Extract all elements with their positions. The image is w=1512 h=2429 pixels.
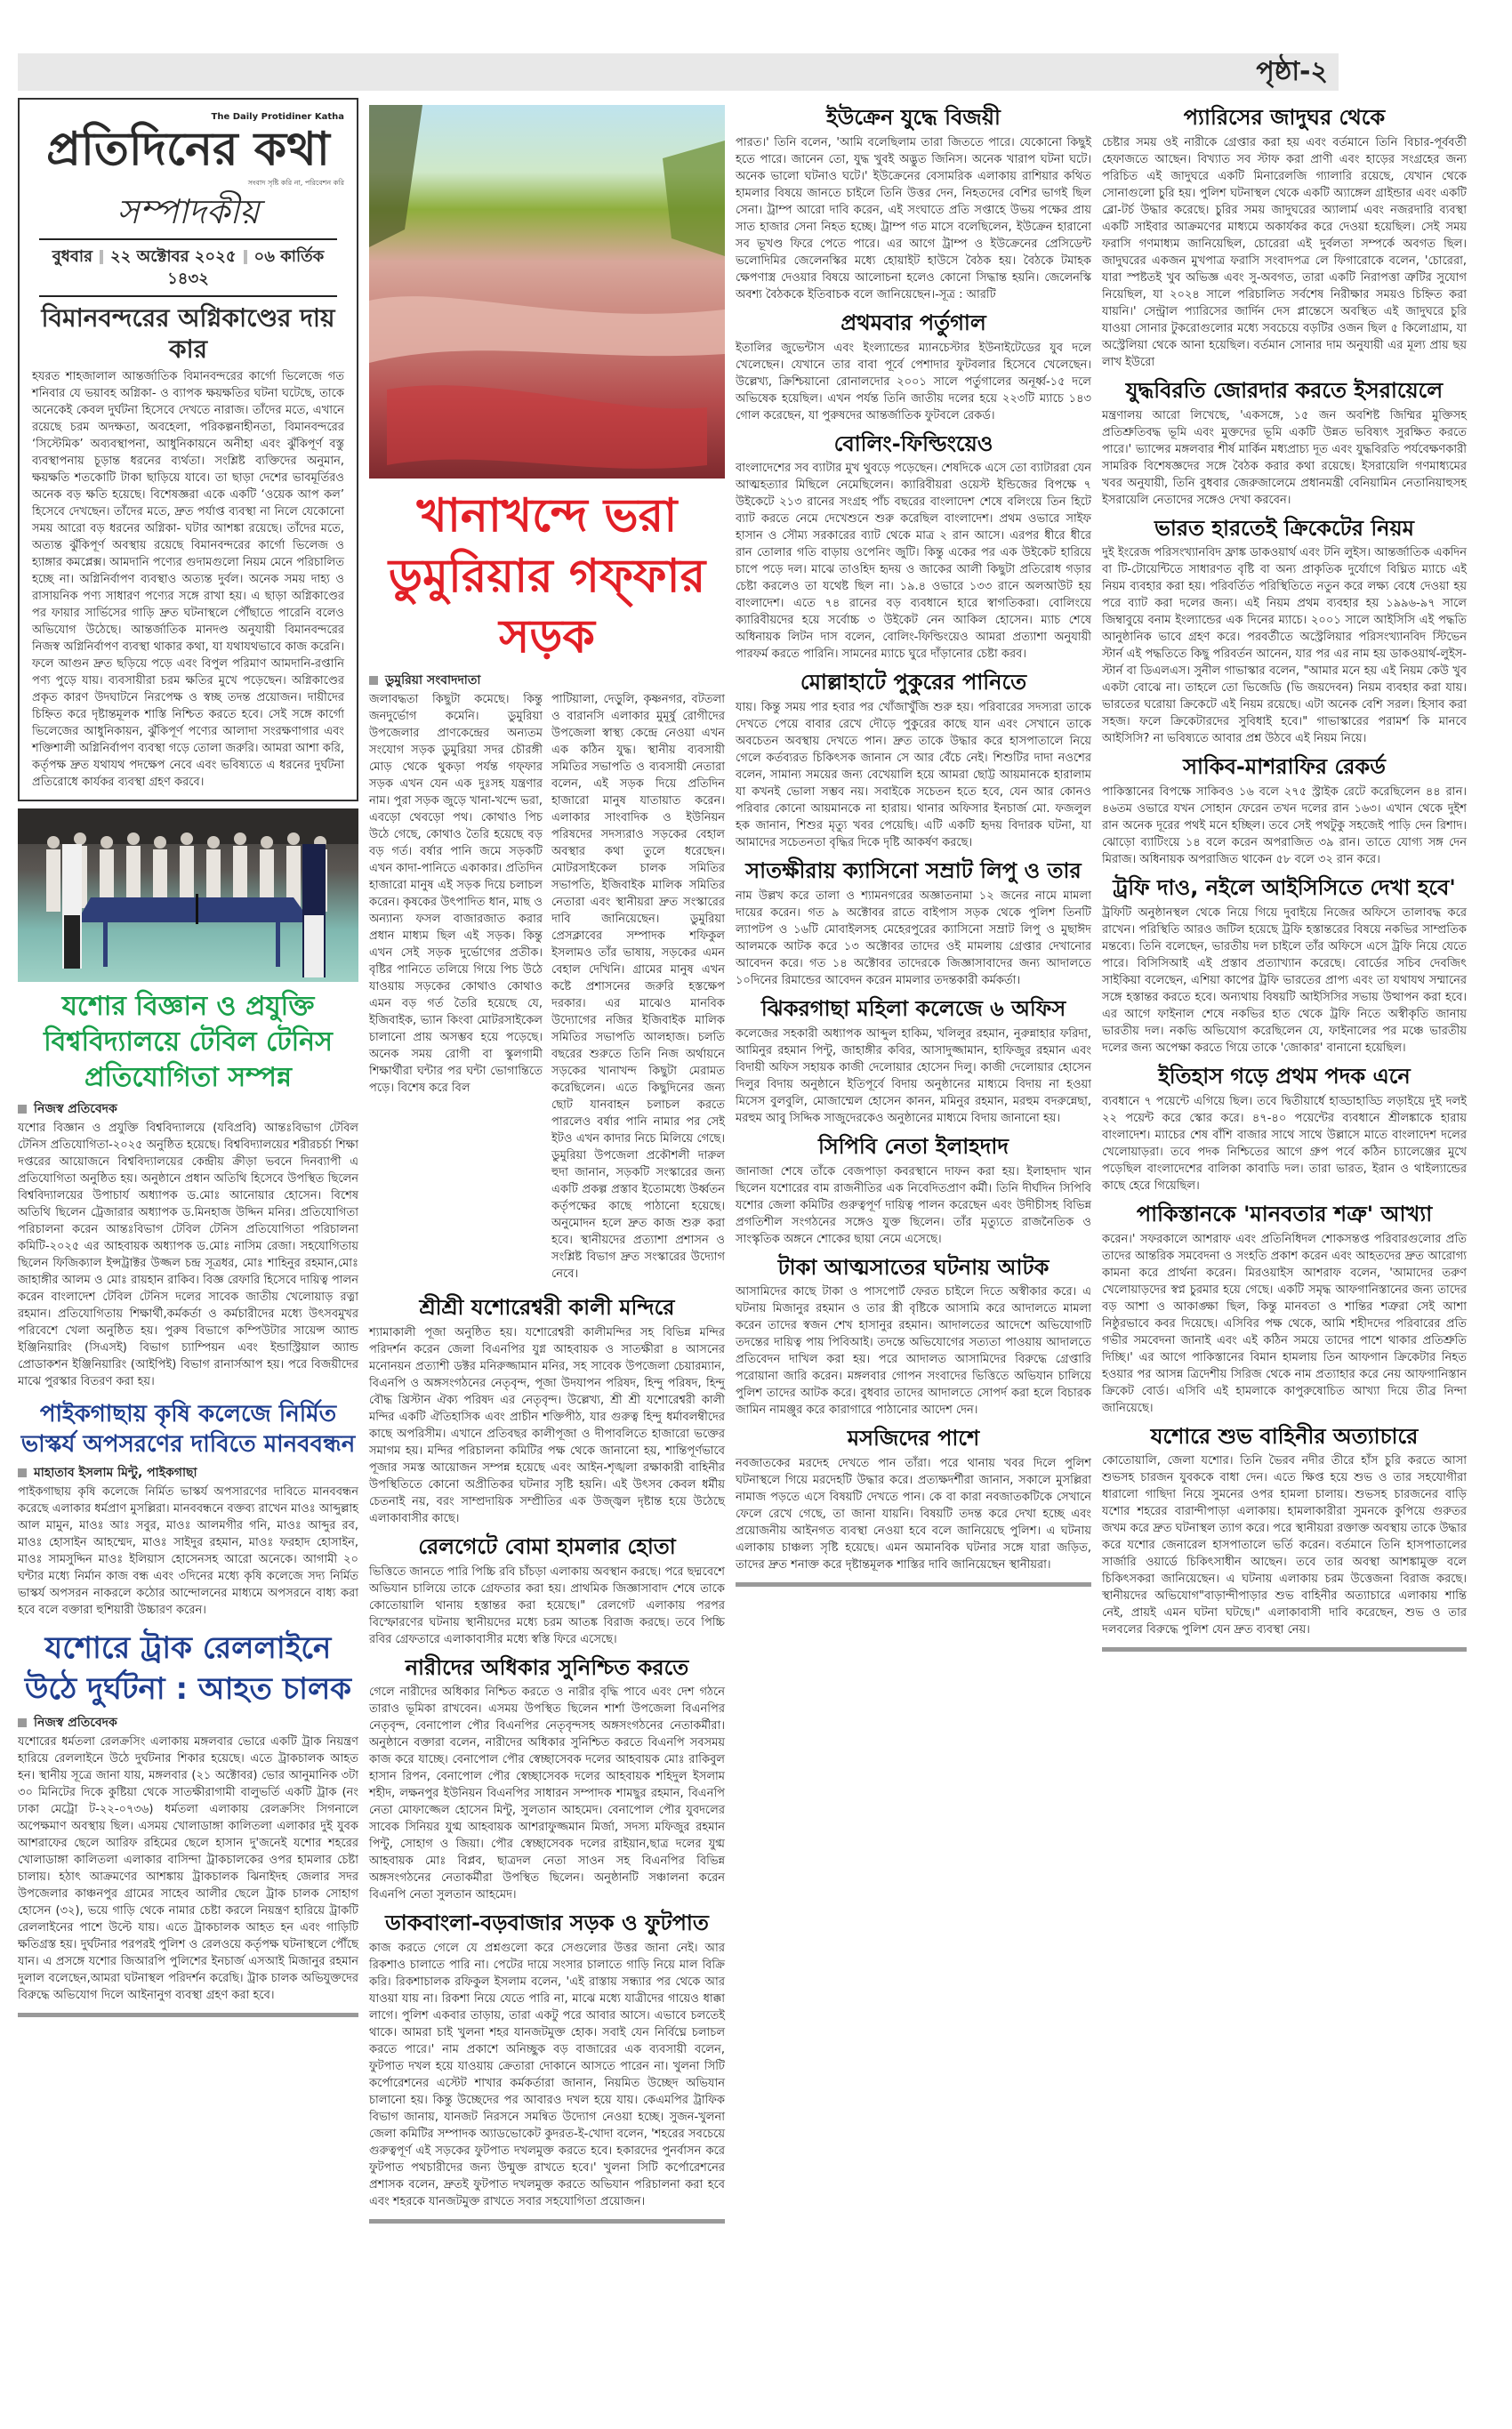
kali-headline: শ্রীশ্রী যশোরেশ্বরী কালী মন্দিরে: [419, 1295, 675, 1320]
shuvo-headline: যশোরে শুভ বাহিনীর অত্যাচারে: [1150, 1423, 1419, 1449]
article-body: পাইকগাছায় কৃষি কলেজে নির্মিত ভাস্কর্য অপসারণের দাবিতে মানববন্ধন করেছে এলাকার ধর্মপ্রাণ মুসল্লিরা। মানববন্ধনে বক্তব্য রাখেন মাওঃ আব্দুল্লাহ আল মামুন, মাওঃ আঃ সবুর, মাওঃ আলমগীর গনি, মাওঃ আব্দুর রব, মাওঃ হোসাইন আহম্মেদ, মাওঃ সাইদুর রহমান, মাওঃ ফরহাদ হোসাইন, মাওঃ সামসুদ্দিন মাওঃ ইলিয়াস হোসেনসহ আরো অনেকে। আগামী ২০ ঘন্টার মধ্যে নির্মান কাজ বন্ধ এবং ৩দিনের মধ্যে কৃষি কলেজে সদ্য নির্মিত ভাস্কর্য অপসরন নাকরলে কঠোর আন্দোলনের মাধ্যমে অপসরনে বাধ্য করা হবে বলে বক্তারা হুশিয়ারী উচ্চারণ করেন।: [18, 1485, 358, 1618]
article-body: ভিত্তিতে জানতে পারি পিচ্চি রবি চাঁচড়া এলাকায় অবস্থান করছে। পরে ছদ্মবেশে অভিযান চালিয়ে তাকে গ্রেফতার করা হয়। প্রাথমিক জিজ্ঞাসাবাদ শেষে তাকে কোতোয়ালি থানায় হস্তান্তর করা হয়েছে।" রেলগেট এলাকায় পরপর বিস্ফোরণের ঘটনায় স্থানীয়দের মধ্যে চরম আতঙ্ক বিরাজ করছে। তবে পিচ্চি রবির গ্রেফতারে এলাকাবাসীর মধ্যে স্বস্তি ফিরে এসেছে।: [369, 1564, 725, 1646]
paikgachha-article: [18, 1399, 358, 1619]
ukraine-article: [736, 105, 1091, 303]
article-body: নবজাতকের মরদেহ দেখতে পান তাঁরা। পরে থানায় খবর দিলে পুলিশ ঘটনাস্থলে গিয়ে মরদেহটি উদ্ধার করে। প্রত্যক্ষদর্শীরা জানান, সকালে মুসল্লিরা নামাজ পড়তে এসে বিষয়টি দেখতে পান। কে বা কারা নবজাতকটিকে সেখানে ফেলে রেখে গেছে, তা জানা যায়নি। বিষয়টি তদন্ত করে দেখা হচ্ছে এবং প্রয়োজনীয় আইনগত ব্যবস্থা নেওয়া হবে বলে জানিয়েছে পুলিশ। এ ঘটনায় এলাকায় চাঞ্চল্য সৃষ্টি হয়েছে। এমন অমানবিক ঘটনার সঙ্গে যারা জড়িত, তাদের দ্রুত শনাক্ত করে দৃষ্টান্তমূলক শাস্তির দাবি জানিয়েছেন স্থানীয়রা।: [736, 1457, 1091, 1572]
dls-headline: ভারত হারতেই ক্রিকেটের নিয়ম: [1154, 515, 1414, 541]
pakistan-article: [1102, 1202, 1467, 1417]
pakistan-headline: পাকিস্তানকে 'মানবতার শত্রু' আখ্যা: [1136, 1201, 1433, 1227]
road-photo: [369, 105, 725, 479]
bottom-rule: [18, 2013, 358, 2017]
masthead-english-name: The Daily Protidiner Katha: [211, 112, 344, 122]
dakbangla-article: [369, 1910, 725, 2210]
dateline: [32, 245, 344, 290]
article-body: জলাবদ্ধতা কিছুটা কমেছে। কিন্তু জনদুর্ভোগ কমেনি। ডুমুরিয়া উপজেলার প্রাণকেন্দ্রের অন্যতম সংযোগ সড়ক ডুমুরিয়া সদর চৌরঙ্গী মোড় থেকে থুকড়া পর্যন্ত গফ্ফার সড়ক এখন যেন এক দুঃসহ যন্ত্রণার নাম। পুরা সড়ক জুড়ে খানা-খন্দে ভরা, এবড়ো থেবড়ো পথ। কোথাও পিচ উঠে গেছে, কোথাও তৈরি হয়েছে বড় বড় গর্ত। বর্ষার পানি জমে সড়কটি এখন কাদা-পানিতে একাকার। প্রতিদিন হাজারো মানুষ এই সড়ক দিয়ে চলাচল করেন। কৃষকের উৎপাদিত ধান, মাছ ও অন্যান্য ফসল বাজারজাত করার প্রধান মাধ্যম ছিল এই সড়ক। কিন্তু এখন সেই সড়ক দুর্ভোগের প্রতীক। বৃষ্টির পানিতে তলিয়ে গিয়ে পিচ উঠে যাওয়ায় সড়কের কোথাও কোথাও এমন বড় গর্ত তৈরি হয়েছে যে, ইজিবাইক, ভ্যান কিংবা মোটরসাইকেল চালানো প্রায় অসম্ভব হয়ে পড়েছে। অনেক সময় রোগী বা স্কুলগামী শিক্ষার্থীরা ঘন্টার পর ঘন্টা ভোগান্তিতে পড়ে। বিশেষ করে বিল: [369, 693, 543, 1095]
article-body: গেলে নারীদের অধিকার নিশ্চিত করতে ও নারীর বৃদ্ধি পাবে এবং দেশ গঠনে তারাও ভূমিকা রাখবেন। এসময় উপস্থিত ছিলেন শার্শা উপজেলা বিএনপির নেতৃবৃন্দ, বেনাপোল পৌর বিএনপির নেতৃবৃন্দসহ অঙ্গসংগঠনের নেতাকর্মীরা। অনুষ্ঠানে বক্তারা বলেন, নারীদের অধিকার সুনিশ্চিত করতে বিএনপি সবসময় কাজ করে যাচ্ছে। বেনাপোল পৌর স্বেচ্ছাসেবক দলের আহবায়ক মোঃ রাকিবুল হাসান রিপন, বেনাপোল পৌর স্বেচ্ছাসেবক দলের আহবায়ক শহিদুল ইসলাম শহীদ, লক্ষনপুর ইউনিয়ন বিএনপির সাধারন সম্পাদক শামছুর রহমান, বিএনপি নেতা মোফাজ্জেল হোসেন মিন্টু, সুলতান আহমেদ। বেনাপোল পৌর যুবদলের সাবেক সিনিয়র যুগ্ম আহবায়ক আশরাফুজ্জমান মির্জা, সদস্য মফিজুর রহমান পিন্টু, সোহাগ ও জিয়া। পৌর স্বেচ্ছাসেবক দলের রাইয়ান,ছাত্র দলের যুগ্ম আহবায়ক মোঃ বিপ্লব, ছাত্রদল নেতা সাওন সহ বিএনপির বিভিন্ন অঙ্গসংগঠনের নেতাকর্মীরা উপস্থিত ছিলেন। অনুষ্ঠানটি সঞ্চালনা করেন বিএনপি নেতা সুলতান আহমেদ।: [369, 1685, 725, 1902]
masthead-slogan: সংবাদ সৃষ্টি করি না, পরিবেশন করি: [247, 178, 344, 187]
portugal-article: [736, 310, 1091, 424]
shakib-article: [1102, 754, 1467, 868]
embezzle-headline: টাকা আত্মসাতের ঘটনায় আটক: [777, 1254, 1050, 1280]
column-center-left: [369, 98, 725, 2224]
mosque-headline: মসজিদের পাশে: [847, 1426, 980, 1452]
dumuria-article-left: [369, 691, 543, 1288]
separator: [244, 250, 247, 264]
kali-article: [369, 1295, 725, 1527]
shuvo-article: [1102, 1424, 1467, 1639]
bottom-rule: [369, 2219, 725, 2224]
article-body: যশোরের ধর্মতলা রেলক্রসিং এলাকায় মঙ্গলবার ভোরে একটি ট্রাক নিয়ন্ত্রণ হারিয়ে রেললাইনে উঠে দুর্ঘটনার শিকার হয়েছে। এতে ট্রাকচালক আহত হন। স্থানীয় সূত্রে জানা যায়, মঙ্গলবার (২১ অক্টোবর) ভোর আনুমানিক ৩টা ৩০ মিনিটের দিকে কুষ্টিয়া থেকে সাতক্ষীরাগামী বালুভর্তি একটি ট্রাক (নং ঢাকা মেট্রো ট-২২-০৭৩৬) ধর্মতলা এলাকায় রেলক্রসিং সিগনালে অপেক্ষমাণ অবস্থায় ছিল। এসময় খোলাডাঙ্গা কালিতলা এলাকার দুই যুবক আশরাফের ছেলে আরিফ রহিমের ছেলে হাসান দু'জনেই যশোর শহরের খোলাডাঙ্গা কালিতলা এলাকার বাসিন্দা ট্রাকচালকের ওপর হামলার চেষ্টা চালায়। হঠাৎ আক্রমণের আশঙ্কায় ট্রাকচালক ঝিনাইদহ জেলার সদর উপজেলার কাঞ্চনপুর গ্রামের সাহেব আলীর ছেলে ট্রাক চালক সোহাগ হোসেন (৩২), ভয়ে গাড়ি থেকে নামার চেষ্টা করলে নিয়ন্ত্রণ হারিয়ে ট্রাকটি রেললাইনের পাশে উল্টে যায়। এতে ট্রাকচালক আহত হন এবং গাড়িটি ক্ষতিগ্রস্ত হয়। দুর্ঘটনার পরপরই পুলিশ ও রেলওয়ে কর্তৃপক্ষ ঘটনাস্থলে পৌঁছে যান। এ প্রসঙ্গে যশোর জিআরপি পুলিশের ইনচার্জ এসআই মিজানুর রহমান দুলাল বলেছেন,আমরা ঘটনাস্থল পরিদর্শন করেছি। ট্রাক চালক অভিযুক্তদের বিরুদ্ধে অভিযোগ দিলে আইনানুগ ব্যবস্থা গ্রহণ করা হবে।: [18, 1735, 358, 2003]
divider: [39, 295, 337, 297]
kabaddi-article: [1102, 1064, 1467, 1194]
article-body: আসামিদের কাছে টাকা ও পাসপোর্ট ফেরত চাইলে দিতে অস্বীকার করে। এ ঘটনায় মিজানুর রহমান ও তার স্ত্রী বৃষ্টিকে আসামি করে আদালতে মামলা করেন তাদের স্বজন শেখ হাসানুর রহমান। আদালতের আদেশে অভিযোগটি তদন্তের দায়িত্ব পায় পিবিআই। তদন্তে অভিযোগের সত্যতা পাওয়ায় আদালতে প্রতিবেদন দাখিল করা হয়। পরে আদালত আসামিদের বিরুদ্ধে গ্রেপ্তারি পরোয়ানা জারি করেন। মঙ্গলবার গোপন সংবাদের ভিত্তিতে অভিযান চালিয়ে পুলিশ তাদের আটক করে। বুধবার তাদের আদালতে সোপর্দ করা হলে বিচারক জামিন নামঞ্জুর করে কারাগারে পাঠানোর আদেশ দেন।: [736, 1285, 1091, 1418]
pond-article: [736, 670, 1091, 851]
bowling-headline: বোলিং-ফিল্ডিংয়েও: [833, 430, 993, 456]
paris-headline: প্যারিসের জাদুঘর থেকে: [1183, 105, 1386, 130]
women-rights-headline: নারীদের অধিকার সুনিশ্চিত করতে: [405, 1654, 689, 1680]
trophy-article: [1102, 875, 1467, 1057]
truck-headline: যশোরে ট্রাক রেললাইনে উঠে দুর্ঘটনা : আহত চালক: [24, 1630, 352, 1708]
article-body: দুই ইংরেজ পরিসংখ্যানবিদ ফ্রাঙ্ক ডাকওয়ার্থ এবং টনি লুইস। আন্তর্জাতিক একদিন বা টি-টোয়েন্টিতে সাধারণত বৃষ্টি বা অন্য প্রাকৃতিক দুর্যোগে বিঘ্নিত ম্যাচে এই নিয়ম ব্যবহার করা হয়। পরিবর্তিত পরিস্থিতিতে নতুন করে লক্ষ্য বেধে দেওয়া হয় পরে ব্যাট করা দলের জন্য। এই নিয়ম প্রথম ব্যবহার হয় ১৯৯৬-৯৭ সালে জিম্বাবুয়ে বনাম ইংল্যান্ডের এক দিনের ম্যাচে। ২০০১ সালে আইসিসি এই পদ্ধতি আনুষ্ঠানিক ভাবে গ্রহণ করে। পরবর্তীতে অস্ট্রেলিয়ার পরিসংখ্যানবিদ স্টিভেন স্টার্ন এই পদ্ধতিতে কিছু পরিবর্তন আনেন, যার পর এর নাম হয় ডাকওয়ার্থ-লুইস-স্টার্ন বা ডিএলএস। সুনীল গাভাস্কার বলেন, "আমার মনে হয় এই নিয়ম কেউ খুব একটা বোঝে না। তাহলে তো ভিজেডি (ভি জয়দেবন) নিয়ম ব্যবহার করা যায়। ভারতের ঘরোয়া ক্রিকেটে এই নিয়ম রয়েছে। এটা অনেক বেশি সরল। হিসাব করা সহজ। ফলে ক্রিকেটারদের সুবিধাই হবে।" গাভাস্কারের পরামর্শ কি মানবে আইসিসি? না ভবিষ্যতে আবার প্রশ্ন উঠবে এই নিয়ম নিয়ে।: [1102, 546, 1467, 746]
column-right: [1102, 98, 1467, 1652]
article-body: জানাজা শেষে তাঁকে বেজপাড়া কবরস্থানে দাফন করা হয়। ইলাহদাদ খান ছিলেন যশোরের বাম রাজনীতির এক নিবেদিতপ্রাণ কর্মী। তিনি দীর্ঘদিন সিপিবি যশোর জেলা কমিটির গুরুত্বপূর্ণ দায়িত্ব পালন করেছেন এবং উদীচীসহ বিভিন্ন প্রগতিশীল সংগঠনের সঙ্গেও যুক্ত ছিলেন। তাঁর মৃত্যুতে রাজনৈতিক ও সাংস্কৃতিক অঙ্গনে শোকের ছায়া নেমে এসেছে।: [736, 1164, 1091, 1246]
casino-article: [736, 858, 1091, 989]
article-body: কলেজের সহকারী অধ্যাপক আব্দুল হাকিম, খলিলুর রহমান, নুরুন্নাহার ফরিদা, আমিনুর রহমান পিন্টু, জাহাঙ্গীর কবির, আসাদুজ্জামান, হাফিজুর রহমান এবং বিদায়ী অফিস সহায়ক কাজী দেলোয়ার হোসেন দিলু। কাজী দেলোয়ার হোসেন দিলুর বিদায় অনুষ্ঠানে ইতিপূর্বে বিদায় অনুষ্ঠানের মাধ্যমে বিদায় না হওয়া মিসেস বুলবুলি, মোজাম্মেল হোসেন কানন, মমিনুর রহমান, মরহুম বদরুন্নেছা, মরহুম আবু সিদ্দিক সাজুদেরকেও অনুষ্ঠানের মাধ্যমে বিদায় জানানো হয়।: [736, 1026, 1091, 1125]
embezzle-article: [736, 1255, 1091, 1420]
cpb-headline: সিপিবি নেতা ইলাহদাদ: [818, 1133, 1009, 1159]
article-body: মন্ত্রণালয় আরো লিখেছে, 'একসঙ্গে, ১৫ জন অবশিষ্ট জিম্মির মুক্তিসহ প্রতিশ্রুতিবদ্ধ ভূমি এবং মুক্তদের ভূমি একটি উন্নত ভবিষ্যৎ সুরক্ষিত করতে পারে।' ভ্যান্সের মঙ্গলবার শীর্ষ মার্কিন মধ্যপ্রাচ্য দূত এবং যুদ্ধবিরতি পর্যবেক্ষণকারী সামরিক বিশেষজ্ঞদের সঙ্গে বৈঠক করার কথা রয়েছে। ইসরায়েলি গণমাধ্যমের খবর অনুযায়ী, তিনি বুধবার জেরুজালেমে প্রধানমন্ত্রী বেনিয়ামিন নেতানিয়াহুসহ ইসরায়েলি নেতাদের সঙ্গেও দেখা করবেন।: [1102, 408, 1467, 507]
jhikargachha-headline: ঝিকরগাছা মহিলা কলেজে ৬ অফিস: [760, 995, 1066, 1021]
article-body: চেষ্টার সময় ওই নারীকে গ্রেপ্তার করা হয় এবং বর্তমানে তিনি বিচার-পূর্ববর্তী হেফাজতে আছেন। বিখ্যাত সব স্টাফ করা প্রাণী এবং হাড়ের সংগ্রহের জন্য পরিচিত এই জাদুঘরে একটি মিনারেলজি গ্যালারি রয়েছে, যেখান থেকে সোনাগুলো চুরি হয়। পুলিশ ঘটনাস্থল থেকে একটি অ্যাঙ্গেল গ্রাইন্ডার এবং একটি ব্লো-টর্চ উদ্ধার করেছে। চুরির সময় জাদুঘরের অ্যালার্ম এবং নজরদারি ব্যবস্থা একটি সাইবার আক্রমণের মাধ্যমে অকার্যকর করে দেওয়া হয়েছিল। সেই সময় ফরাসি গণমাধ্যম জানিয়েছিল, চোরেরা এই দুর্বলতা সম্পর্কে অবগত ছিল। জাদুঘরের একজন মুখপাত্র ফরাসি সংবাদপত্র লে ফিগারোকে বলেন, 'চোরেরা, যারা স্পষ্টতই খুব অভিজ্ঞ এবং সু-অবগত, তারা একটি নিরাপত্তা ত্রুটির সুযোগ নিয়েছিল, যা ২০২৪ সালে পরিচালিত সর্বশেষ নিরীক্ষার সময়ও চিহ্নিত করা যায়নি।' সেন্ট্রাল প্যারিসের জার্দিন দেস প্লান্তেসে অবস্থিত এই জাদুঘরে চুরি যাওয়া সোনার টুকরোগুলোর মধ্যে সবচেয়ে বড়টির ওজন ছিল ৫ কিলোগ্রাম, যা অস্ট্রেলিয়া থেকে আনা হয়েছিল। বর্তমান সোনার দাম অনুযায়ী এর মূল্য প্রায় ছয় লাখ ইউরো: [1102, 135, 1467, 369]
byline: মাহাতাব ইসলাম মিন্টু, পাইকগাছা: [18, 1465, 358, 1482]
masthead-logo: প্রতিদিনের কথা: [46, 122, 330, 176]
article-body: ব্যবধানে ৭ পয়েন্টে এগিয়ে ছিল। তবে দ্বিতীয়ার্ধে হাড্ডাহাড্ডি লড়াইয়ে দুই দলই ২২ পয়েন্ট করে স্কোর করে। ৪৭-৪০ পয়েন্টের ব্যবধানে শ্রীলঙ্কাকে হারায় বাংলাদেশ। ম্যাচের শেষ বাঁশি বাজার সাথে সাথে উল্লাসে মাতে বাংলাদেশ দলের খেলোয়াড়রা। তবে পদক নিশ্চিতের আগে গ্রুপ পর্বে কঠিন চ্যালেঞ্জের মুখে পড়েছিল বাংলাদেশের বালিকা কাবাডি দল। তারা ভারত, ইরান ও থাইল্যান্ডের কাছে হেরে গিয়েছিল।: [1102, 1094, 1467, 1193]
jhikargachha-article: [736, 996, 1091, 1127]
trophy-headline: ট্রফি দাও, নইলে আইসিসিতে দেখা হবে': [1113, 875, 1456, 901]
article-body: ট্রফিটি অনুষ্ঠানস্থল থেকে নিয়ে গিয়ে দুবাইয়ে নিজের অফিসে তালাবদ্ধ করে রাখেন। পরিস্থিতি আরও জটিল হয়েছে ট্রফি হস্তান্তরের বিষয়ে নকভির সাম্প্রতিক মন্তব্যে। তিনি বলেছেন, ভারতীয় দল চাইলে তাঁর অফিসে এসে ট্রফি নিয়ে যেতে পারে। বিসিসিআই এই প্রস্তাব প্রত্যাখ্যান করেছে। বোর্ডের সচিব দেবজিৎ সাইকিয়া বলেছেন, এশিয়া কাপের ট্রফি ভারতের প্রাপ্য এবং তা যথাযথ সম্মানের সঙ্গে হস্তান্তর করতে হবে। অন্যথায় বিষয়টি আইসিসির সভায় উত্থাপন করা হবে। এর আগে ফাইনাল শেষে নকভির হাত থেকে ট্রফি নিতে অস্বীকৃতি জানায় ভারতীয় দল। নকভি অভিযোগ করেছিলেন যে, ফাইনালের পর মঞ্চে ভারতীয় দলের জন্য অপেক্ষা করতে গিয়ে তাকে 'জোকার' বানানো হয়েছিল।: [1102, 905, 1467, 1055]
section-title: সম্পাদকীয়: [117, 191, 260, 231]
truck-article: [18, 1715, 358, 2004]
paikgachha-headline: পাইকগাছায় কৃষি কলেজে নির্মিত ভাস্কর্য অপসরণের দাবিতে মানববন্ধন: [20, 1401, 356, 1459]
mosque-article: [736, 1426, 1091, 1573]
dls-article: [1102, 516, 1467, 748]
article-body: যায়। কিন্তু সময় পার হবার পর খোঁজাখুঁজি শুরু হয়। পরিবারের সদস্যরা তাকে দেখতে পেয়ে বাবার রেখে দৌড়ে পুকুরের কাছে যান এবং সেখানে তাকে অবচেতন অবস্থায় দেখতে পান। দ্রুত তাকে উদ্ধার করে হাসপাতালে নিয়ে গেলে কর্তব্যরত চিকিৎসক জানান সে আর বেঁচে নেই। শিশুটির দাদা নওশের বলেন, সামান্য সময়ের জন্য বেখেয়ালি হয়ে আমরা ছোট্ট আয়মানকে হারালাম যা কখনই ভোলা সম্ভব নয়। সবাইকে সচেতন হতে হবে, যেন আর কোনও পরিবার কোনো আয়মানকে না হারায়। থানার অফিসার ইনচার্জ মো. ফজলুল হক জানান, শিশুর মৃত্যু খবর পেয়েছি। এটি একটি হৃদয় বিদারক ঘটনা, যা আমাদের সচেতনতা বৃদ্ধির দিকে দৃষ্টি আকর্ষণ করছে।: [736, 701, 1091, 850]
day: বুধবার: [52, 247, 92, 267]
page-number: পৃষ্ঠা-২: [1256, 56, 1328, 87]
israel-article: [1102, 378, 1467, 509]
page-columns: [18, 98, 1468, 2224]
ukraine-headline: ইউক্রেন যুদ্ধে বিজয়ী: [826, 105, 1001, 130]
editorial-box: [18, 98, 358, 801]
separator: [100, 250, 103, 264]
column-center-right: [736, 98, 1091, 1587]
dakbangla-headline: ডাকবাংলা-বড়বাজার সড়ক ও ফুটপাত: [385, 1910, 709, 1936]
casino-headline: সাতক্ষীরায় ক্যাসিনো সম্রাট লিপু ও তার: [745, 858, 1082, 884]
article-body: ইতালির জুভেন্টাস এবং ইংল্যান্ডের ম্যানচেস্টার ইউনাইটেডের যুব দলে খেলেছেন। যেখানে তার বাবা পূর্বে পেশাদার ফুটবলার হিসেবে খেলেছেন। উল্লেখ্য, ক্রিশ্চিয়ানো রোনালদোর ২০০১ সালে পর্তুগালের অনূর্ধ্ব-১৫ দলে অভিষেক হয়েছিল। এখন পর্যন্ত তিনি জাতীয় দলের হয়ে ২২৩টি ম্যাচে ১৪৩ গোল করেছেন, যা পুরুষদের আন্তর্জাতিক ফুটবলে রেকর্ড।: [736, 341, 1091, 422]
cpb-article: [736, 1134, 1091, 1248]
shakib-headline: সাকিব-মাশরাফির রেকর্ড: [1183, 754, 1386, 780]
article-body: কোতোয়ালি, জেলা যশোর। তিনি ভৈরব নদীর তীরে হাঁস চুরি করতে আসা শুভসহ চারজন যুবককে বাধা দেন। এতে ক্ষিপ্ত হয়ে শুভ ও তার সহযোগীরা ধারালো গাছিদা নিয়ে সুমনের ওপর হামলা চালায়। শুভসহ চারজনের বাড়ি যশোর শহরের বারান্দীপাড়া এলাকায়। হামলাকারীরা সুমনকে কুপিয়ে গুরুতর জখম করে দ্রুত ঘটনাস্থল ত্যাগ করে। পরে স্থানীয়রা রক্তাক্ত অবস্থায় তাকে উদ্ধার করে যশোর জেনারেল হাসপাতালে ভর্তি করেন। বর্তমানে তিনি হাসপাতালের সার্জারি ওয়ার্ডে চিকিৎসাধীন আছেন। তবে তার অবস্থা আশঙ্কামুক্ত বলে চিকিৎসকরা জানিয়েছেন। এ ঘটনায় এলাকায় চরম উত্তেজনা বিরাজ করছে। স্থানীয়দের অভিযোগ"বাড়ান্দীপাড়ার শুভ বাহিনীর অত্যাচারে এলাকায় শান্তি নেই, প্রায়ই এমন ঘটনা ঘটছে।" এলাকাবাসী দাবি করেছেন, শুভ ও তার দলবলের বিরুদ্ধে পুলিশ যেন দ্রুত ব্যবস্থা নেয়।: [1102, 1454, 1467, 1637]
editorial-title: বিমানবন্দরের অগ্নিকাণ্ডের দায় কার: [41, 303, 335, 365]
paris-article: [1102, 105, 1467, 371]
railgate-headline: রেলগেটে বোমা হামলার হোতা: [418, 1533, 676, 1559]
bottom-rule: [1102, 1647, 1467, 1652]
article-body: যশোর বিজ্ঞান ও প্রযুক্তি বিশ্ববিদ্যালয়ে (যবিপ্রবি) আন্তঃবিভাগ টেবিল টেনিস প্রতিযোগিতা-২০২৫ অনুষ্ঠিত হয়েছে। বিশ্ববিদ্যালয়ের শরীরচর্চা শিক্ষা দপ্তরের আয়োজনে বিশ্ববিদ্যালয়ের কেন্দ্রীয় ক্রীড়া ভবনে দিনব্যাপী এ প্রতিযোগিতা অনুষ্ঠিত হয়। অনুষ্ঠানে প্রধান অতিথি হিসেবে উপস্থিত ছিলেন বিশ্ববিদ্যালয়ের উপাচার্য অধ্যাপক ড.মোঃ আনোয়ার হোসেন। বিশেষ অতিথি ছিলেন ট্রেজারার অধ্যাপক ড.মিনহাজ উদ্দিন মনির। প্রতিযোগিতা পরিচালনা করেন আন্তঃবিভাগ টেবিল টেনিস প্রতিযোগিতা পরিচালনা কমিটি-২০২৫ এর আহবায়ক অধ্যাপক ড.মোঃ নাসিম রেজা। সহযোগিতায় ছিলেন ফিজিক্যাল ইন্সট্রাক্টর উজ্জল চন্দ্র সূত্রধর, মোঃ শাহিনুর রহমান,মোঃ জাহাঙ্গীর আলম ও মোঃ রায়হান রাকিব। বিজ্ঞ রেফারি হিসেবে দায়িত্ব পালন করেন বাংলাদেশ টেবিল টেনিস দলের সাবেক জাতীয় খেলোয়াড় রত্না রহমান। প্রতিযোগিতায় শিক্ষার্থী,কর্মকর্তা ও কর্মচারীদের মধ্যে উৎসবমুখর পরিবেশে খেলা অনুষ্ঠিত হয়। পুরুষ বিভাগে কম্পিউটার সায়েন্স অ্যান্ড ইঞ্জিনিয়ারিং (সিএসই) বিভাগ চ্যাম্পিয়ন এবং ইন্ডাস্ট্রিয়াল অ্যান্ড প্রোডাকশন ইঞ্জিনিয়ারিং (আইপিই) বিভাগ রানার্সআপ হয়। পরে বিজয়ীদের মাঝে পুরস্কার বিতরণ করা হয়।: [18, 1122, 358, 1389]
bengali-date: ০৬ কার্তিক ১৪৩২: [167, 247, 325, 289]
editorial-body: হযরত শাহজালাল আন্তর্জাতিক বিমানবন্দরের কার্গো ভিলেজে গত শনিবার যে ভয়াবহ অগ্নিকা- ও ব্যাপক ক্ষয়ক্ষতির ঘটনা ঘটেছে, তাকে অনেকেই কেবল দুর্ঘটনা হিসেবে দেখতে নারাজ। তাঁদের মতে, এখানে রয়েছে চরম অদক্ষতা, অবহেলা, পরিকল্পনাহীনতা, বিমানবন্দরের ‘সিস্টেমিক’ অব্যবস্থাপনা, আধুনিকায়নে অনীহা এবং ঝুঁকিপূর্ণ বস্তু ব্যবস্থাপনায় চূড়ান্ত ধরনের ব্যর্থতা। সংশ্লিষ্ট ব্যক্তিদের অনুমান, ক্ষয়ক্ষতি শতকোটি টাকা ছাড়িয়ে যাবে। তা ছাড়া দেশের ভাবমূর্তিরও অনেক বড় ক্ষতি হয়েছে। বিশেষজ্ঞরা একে একটি ‘ওয়েক আপ কল’ হিসেবে দেখছেন। তাঁদের মতে, দ্রুত পর্যাপ্ত ব্যবস্থা না নিলে যেকোনো সময় আরো বড় ধরনের অগ্নিকা- ঘটার আশঙ্কা রয়েছে। তাঁদের মতে, অত্যন্ত ঝুঁকিপূর্ণ অবস্থায় রয়েছে বিমানবন্দরের কার্গো ভিলেজ ও হ্যাঙ্গার কমপ্লেক্স। আমদানি পণ্যের গুদামগুলো নিয়ম মেনে পরিচালিত হচ্ছে না। অগ্নিনির্বাপণ ব্যবস্থাও অত্যন্ত দুর্বল। অনেক সময় দাহ্য ও রাসায়নিক পণ্য সাধারণ পণ্যের সঙ্গে রাখা হয়। এ ছাড়া অগ্নিকাণ্ডের পর ফায়ার সার্ভিসের গাড়ি দ্রুত ঘটনাস্থলে পৌঁছাতে পারেনি বলেও অভিযোগ উঠেছে। আন্তর্জাতিক মানদণ্ড অনুযায়ী বিমানবন্দরের নিজস্ব অগ্নিনির্বাপণ ব্যবস্থা থাকার কথা, যা যথাযথভাবে কাজ করেনি। ফলে আগুন দ্রুত ছড়িয়ে পড়ে এবং বিপুল পরিমাণ আমদানি-রপ্তানি পণ্য পুড়ে যায়। ব্যবসায়ীরা চরম ক্ষতির মুখে পড়েছেন। অগ্নিকাণ্ডের প্রকৃত কারণ উদঘাটনে নিরপেক্ষ ও স্বচ্ছ তদন্ত প্রয়োজন। দায়ীদের চিহ্নিত করে দৃষ্টান্তমূলক শাস্তি নিশ্চিত করতে হবে। সেই সঙ্গে কার্গো ভিলেজের আধুনিকায়ন, ঝুঁকিপূর্ণ পণ্যের আলাদা সংরক্ষণাগার এবং শক্তিশালী অগ্নিনির্বাপণ ব্যবস্থা গড়ে তোলা জরুরি। আমরা আশা করি, কর্তৃপক্ষ দ্রুত যথাযথ পদক্ষেপ নেবে এবং ভবিষ্যতে এ ধরনের দুর্ঘটনা প্রতিরোধে কার্যকর ব্যবস্থা গ্রহণ করবে।: [32, 370, 344, 790]
divider: [39, 238, 337, 240]
article-body: নাম উল্লখ করে তালা ও শ্যামনগরের অজ্ঞাতনামা ১২ জনের নামে মামলা দায়ের করেন। গত ৯ অক্টোবর রাতে বাইপাস সড়ক থেকে পুলিশ তিনটি ল্যাপটপ ও ১৬টি মোবাইলসহ মেহেরপুরের ক্যাসিনো সম্রাট লিপু ও মুছাঈদ আলমকে আটক করে ১৩ অক্টোবর তাদের ওই মামলায় গ্রেপ্তার দেখানোর আবেদন করে। গত ১৪ অক্টোবর তাদেরকে জিজ্ঞাসাবাদের জন্য আদালতে ১০দিনের রিমান্ডের আবেদন করেন মামলার তদন্তকারী কর্মকর্তা।: [736, 889, 1091, 987]
page-header-band: [18, 53, 1339, 91]
israel-headline: যুদ্ধবিরতি জোরদার করতে ইসরায়েলে: [1125, 377, 1444, 403]
byline: নিজস্ব প্রতিবেদক: [18, 1715, 358, 1732]
column-left: [18, 98, 358, 2017]
article-body: পাকিস্তানের বিপক্ষে সাকিবও ১৬ বলে ২৭৫ স্ট্রাইক রেটে করেছিলেন ৪৪ রান। ৪৬তম ওভারে যখন সোহান ফেরেন তখন দলের রান ১৬৩। এখান থেকে দুইশ রান অনেক দূরের পথই মনে হচ্ছিল। তবে সেই পথটুকু সহজেই পাড়ি দেন রিশাদ। ঝোড়ো ব্যাটিংয়ে ১৪ বলে করেন অপরাজিত ৩৯ রান। তাতে যোগ্য সঙ্গ দেন মিরাজ। অধিনায়ক অপরাজিত থাকেন ৫৮ বলে ৩২ রান করে।: [1102, 785, 1467, 867]
pond-headline: মোল্লাহাটে পুকুরের পানিতে: [800, 670, 1027, 696]
bottom-rule: [736, 1582, 1091, 1587]
bowling-article: [736, 431, 1091, 664]
railgate-article: [369, 1534, 725, 1648]
dumuria-headline: খানাখন্দে ভরা ডুমুরিয়ার গফ্‌ফার সড়ক: [388, 489, 706, 664]
article-body: পাটিয়ালা, দেড়ুলি, কৃষ্ণনগর, বটতলা ও বারানসি এলাকার মুমূর্ষু রোগীদের উপজেলা স্বাস্থ্য কেন্দ্রে নেওয়া এখন এক কঠিন যুদ্ধ। স্থানীয় ব্যবসায়ী সমিতির সভাপতি ও ব্যবসায়ী নেতারা বলেন, এই সড়ক দিয়ে প্রতিদিন হাজারো মানুষ যাতায়াত করেন। এলাকার সাংবাদিক ও ইউনিয়ন পরিষদের সদস্যরাও সড়কের বেহাল অবস্থার কথা তুলে ধরেছেন। মোটরসাইকেল চালক সমিতির সভাপতি, ইজিবাইক মালিক সমিতির নেতারা এবং স্থানীয়রা দ্রুত সংস্কারের দাবি জানিয়েছেন। ডুমুরিয়া প্রেসক্লাবের সম্পাদক শফিকুল ইসলামও তাঁর ভাষায়, সড়কের এমন বেহাল দেখিনি। গ্রামের মানুষ এখন কষ্টে প্রশাসনের জরুরি হস্তক্ষেপ দরকার। এর মাঝেও মানবিক উদ্যোগের নজির ইজিবাইক মালিক সমিতির সভাপতি আলহাজ। চলতি বছরের শুরুতে তিনি নিজ অর্থায়নে সড়কের খানাখন্দ কিছুটা মেরামত করেছিলেন। এতে কিছুদিনের জন্য ছোট যানবাহন চলাচল করতে পারলেও বর্ষার পানি নামার পর সেই ইটও এখন কাদার নিচে মিলিয়ে গেছে। ডুমুরিয়া উপজেলা প্রকৌশলী দারুল হুদা জানান, সড়কটি সংস্কারের জন্য একটি প্রকল্প প্রস্তাব ইতোমধ্যে উর্ধ্বতন কর্তৃপক্ষের কাছে পাঠানো হয়েছে। অনুমোদন হলে দ্রুত কাজ শুরু করা হবে। স্থানীয়দের প্রত্যাশা প্রশাসন ও সংশ্লিষ্ট বিভাগ দ্রুত সংস্কারের উদ্যোগ নেবে।: [551, 693, 725, 1281]
dumuria-article-right: [551, 691, 725, 1288]
article-body: করেন।' সফরকালে আশরাফ এবং প্রতিনিধিদল শোকসন্তপ্ত পরিবারগুলোর প্রতি তাদের আন্তরিক সমবেদনা ও সংহতি প্রকাশ করেন এবং আহতদের দ্রুত আরোগ্য কামনা করে প্রার্থনা করেন। মিরওয়াইস আশরাফ বলেন, 'আমাদের তরুণ খেলোয়াড়দের স্বপ্ন চুরমার হয়ে গেছে। একটি সমৃদ্ধ আফগানিস্তানের জন্য তাদের বড় আশা ও আকাঙ্ক্ষা ছিল, কিন্তু মানবতা ও শান্তির শত্রুরা সেই আশা নিষ্ঠুরভাবে কবর দিয়েছে। এসিবির পক্ষ থেকে, আমি শহীদদের পরিবারের প্রতি গভীর সমবেদনা জানাই এবং এই কঠিন সময়ে তাদের পাশে থাকার প্রতিশ্রুতি দিচ্ছি।' এর আগে পাকিস্তানের বিমান হামলায় তিন আফগান ক্রিকেটার নিহত হওয়ার পর আসন্ন ত্রিদেশীয় সিরিজ থেকে নাম প্রত্যাহার করে নেয় আফগানিস্তান ক্রিকেট বোর্ড। এসিবি এই হামলাকে কাপুরুষোচিত আখ্যা দিয়ে তীব্র নিন্দা জানিয়েছে।: [1102, 1232, 1467, 1415]
article-body: কাজ করতে গেলে যে প্রশ্নগুলো করে সেগুলোর উত্তর জানা নেই। আর রিকশাও চালাতে পারি না। পেটের দায়ে সংসার চালাতে গাড়ি নিয়ে মাল বিক্রি করি। রিকশাচালক রফিকুল ইসলাম বলেন, 'এই রাস্তায় সন্ধ্যার পর থেকে আর যাওয়া যায় না। রিকশা নিয়ে যেতে পারি না, মাঝে মধ্যে যাত্রীদের গায়েও ধাক্কা লাগে। পুলিশ একবার তাড়ায়, তারা একটু পরে আবার আসে। এভাবে চলতেই থাকে। আমরা চাই খুলনা শহর যানজটমুক্ত হোক। সবাই যেন নির্বিঘ্নে চলাচল করতে পারে।' নাম প্রকাশে অনিচ্ছুক বড় বাজারের এক ব্যবসায়ী বলেন, ফুটপাত দখল হয়ে যাওয়ায় ক্রেতারা দোকানে আসতে পারেন না। খুলনা সিটি কর্পোরেশনের এস্টেট শাখার কর্মকর্তারা জানান, নিয়মিত উচ্ছেদ অভিযান চালানো হয়। কিন্তু উচ্ছেদের পর আবারও দখল হয়ে যায়। কেএমপির ট্রাফিক বিভাগ জানায়, যানজট নিরসনে সমন্বিত উদ্যোগ নেওয়া হচ্ছে। সুজন-খুলনা জেলা কমিটির সম্পাদক অ্যাডভোকেট কুদরত-ই-খোদা বলেন, 'শহরের সবচেয়ে গুরুত্বপূর্ণ এই সড়কের ফুটপাত দখলমুক্ত করতে হবে। হকারদের পুনর্বাসন করে ফুটপাত পথচারীদের জন্য উন্মুক্ত রাখতে হবে।' খুলনা সিটি কর্পোরেশনের প্রশাসক বলেন, দ্রুতই ফুটপাত দখলমুক্ত করতে অভিযান পরিচালনা করা হবে এবং শহরকে যানজটমুক্ত রাখতে সবার সহযোগিতা প্রয়োজন।: [369, 1942, 725, 2209]
women-rights-article: [369, 1655, 725, 1904]
portugal-headline: প্রথমবার পর্তুগাল: [840, 310, 986, 335]
table-tennis-headline: যশোর বিজ্ঞান ও প্রযুক্তি বিশ্ববিদ্যালয়ে টেবিল টেনিস প্রতিযোগিতা সম্পন্ন: [44, 991, 333, 1094]
table-tennis-photo: [18, 808, 358, 982]
byline: নিজস্ব প্রতিবেদক: [18, 1101, 358, 1118]
table-tennis-article: [18, 1101, 358, 1390]
article-body: পারত।' তিনি বলেন, 'আমি বলেছিলাম তারা জিততে পারে। যেকোনো কিছুই হতে পারে। জানেন তো, যুদ্ধ খুবই অদ্ভুত জিনিস। অনেক খারাপ ঘটনা ঘটে। অনেক ভালো ঘটনাও ঘটে।' ইউক্রেনের বেসামরিক এলাকায় রাশিয়ার কথিত হামলার বিষয়ে জানতে চাইলে তিনি উত্তর দেন, নিহতদের বেশির ভাগই ছিল সেনা। ট্রাম্প আরো দাবি করেন, এই সংঘাতে প্রতি সপ্তাহে উভয় পক্ষের প্রায় সাত হাজার সেনা নিহত হচ্ছে। ট্রাম্প গত মাসে বলেছিলেন, ইউক্রেন হারানো সব ভূখণ্ড ফিরে পেতে পারে। এর আগে ট্রাম্প ও ইউক্রেনের প্রেসিডেন্ট ভলোদিমির জেলেনস্কির মধ্যে হোয়াইট হাউসে বৈঠক হয়। বৈঠকে টমাহক ক্ষেপণাস্ত্র দেওয়ার বিষয়ে আলোচনা হলেও কোনো সিদ্ধান্ত হয়নি। জেলেনস্কি অবশ্য বৈঠককে ইতিবাচক বলে জানিয়েছেন।-সূত্র : আরটি: [736, 135, 1091, 302]
article-body: শ্যামাকালী পূজা অনুষ্ঠিত হয়। যশোরেশ্বরী কালীমন্দির সহ বিভিন্ন মন্দির পরিদর্শন করেন জেলা বিএনপির যুগ্ন আহবায়ক ও সাতক্ষীরা ৪ আসনের মনোনয়ন প্রত্যাশী ডক্টর মনিরুজ্জামান মনির, সহ সাবেক উপজেলা চেয়ারম্যান, বিএনপি ও অঙ্গসংগঠনের নেতৃবৃন্দ, পূজা উদযাপন পরিষদ, হিন্দু পরিষদ, হিন্দু বৌদ্ধ খ্রিস্টান ঐক্য পরিষদ এর নেতৃবৃন্দ। উল্লেখ্য, শ্রী শ্রী যশোরেশ্বরী কালী মন্দির একটি ঐতিহাসিক এবং প্রাচীন শক্তিপীঠ, যার গুরুত্ব হিন্দু ধর্মাবলম্বীদের কাছে অপরিসীম। এখানে প্রতিবছর কালীপূজা ও দীপাবলিতে হাজারো ভক্তের সমাগম হয়। মন্দির পরিচালনা কমিটির পক্ষ থেকে জানানো হয়, শান্তিপূর্ণভাবে পূজার সমস্ত আয়োজন সম্পন্ন হয়েছে এবং আইন-শৃঙ্খলা রক্ষাকারী বাহিনীর উপস্থিতিতে কোনো অপ্রীতিকর ঘটনার সৃষ্টি হয়নি। এই উৎসব কেবল ধর্মীয় চেতনাই নয়, বরং সাম্প্রদায়িক সম্প্রীতির এক উজ্জ্বল দৃষ্টান্ত হয়ে উঠেছে এলাকাবাসীর কাছে।: [369, 1325, 725, 1525]
byline: ডুমুরিয়া সংবাদদাতা: [369, 672, 725, 689]
dumuria-article: [369, 691, 725, 1288]
kabaddi-headline: ইতিহাস গড়ে প্রথম পদক এনে: [1158, 1063, 1411, 1089]
date: ২২ অক্টোবর ২০২৫: [109, 247, 237, 267]
article-body: বাংলাদেশের সব ব্যাটার মুখ থুবড়ে পড়েছেন। শেষদিকে এসে তো ব্যাটাররা যেন আত্মহত্যার মিছিলে নেমেছিলেন। ক্যারিবীয়রা ওয়েস্ট ইন্ডিজের বিপক্ষে ৭ উইকেটে ২১৩ রানের সংগ্রহ পাঁচ বছরের বাংলাদেশ শেষে বলিংয়ে তিন হিটে ব্যাট করতে নেমে দেখেশুনে শুরু করেছিল বাংলাদেশ। প্রথম ওভারে সাইফ হাসান ও সৌম্য সরকারের ব্যাট থেকে মাত্র ২ রান আসে। এরপর ধীরে ধীরে রান তোলার গতি বাড়ায় ওপেনিং জুটি। কিন্তু একের পর এক উইকেট হারিয়ে চাপে পড়ে দল। মাঝে তাওহিদ হৃদয় ও জাকের আলী কিছুটা প্রতিরোধ গড়ার চেষ্টা করলেও তা যথেষ্ট ছিল না। ১৯.৪ ওভারে ১৩৩ রানে অলআউট হয় বাংলাদেশ। এতে ৭৪ রানের বড় ব্যবধানে হারে স্বাগতিকরা। বোলিংয়ে ক্যারিবীয়দের হয়ে সর্বোচ্চ ৩ উইকেট নেন আকিল হোসেন। ম্যাচ শেষে অধিনায়ক লিটন দাস বলেন, বোলিং-ফিল্ডিংয়েও আমরা প্রত্যাশা অনুযায়ী পারফর্ম করতে পারিনি। সামনের ম্যাচে ঘুরে দাঁড়ানোর চেষ্টা করব।: [736, 462, 1091, 662]
